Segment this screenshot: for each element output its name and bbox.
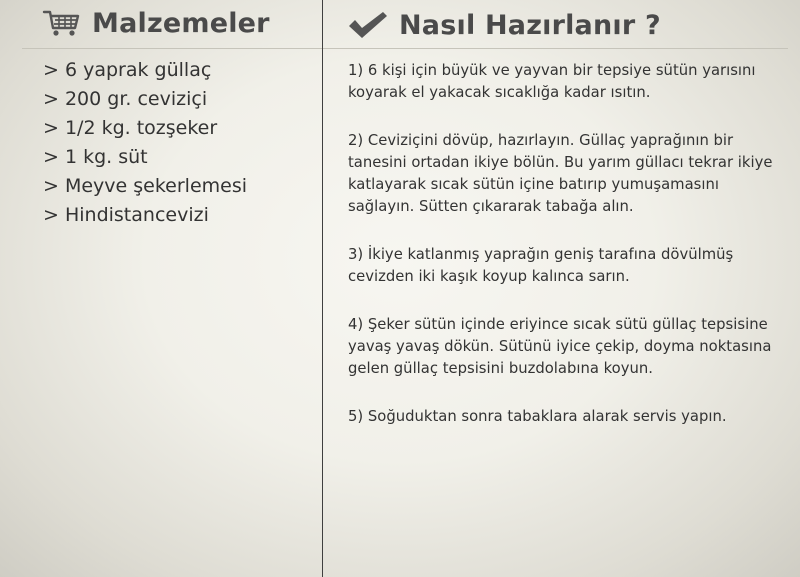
instruction-step: 1) 6 kişi için büyük ve yayvan bir tepsiye sütün yarısını koyarak el yakacak sıcaklığa kadar ısıtın. [348,62,756,101]
header-separator [22,48,788,49]
ingredients-title: Malzemeler [92,7,270,39]
instruction-step: 3) İkiye katlanmış yaprağın geniş tarafına dövülmüş cevizden iki kaşık koyup kalınca sarın. [348,246,734,285]
ingredients-header [42,8,270,38]
checkmark-icon [347,10,389,40]
instructions-header [347,10,661,40]
ingredient-item: > 1 kg. süt [43,146,148,168]
ingredient-item: > 6 yaprak güllaç [43,59,212,81]
ingredients-list [43,56,247,230]
ingredient-item: > Meyve şekerlemesi [43,175,248,197]
instruction-step: 5) Soğuduktan sonra tabaklara alarak servis yapın. [348,408,727,425]
instructions-list [348,60,778,454]
instructions-title: Nasıl Hazırlanır ? [399,9,661,41]
ingredient-item: > 200 gr. ceviziçi [43,88,208,110]
instruction-step: 4) Şeker sütün içinde eriyince sıcak sütü güllaç tepsisine yavaş yavaş dökün. Sütünü iyice çekip, doyma noktasına gelen güllaç tepsisini buzdolabına koyun. [348,316,772,377]
column-divider [322,0,323,577]
cart-icon [42,8,82,38]
ingredient-item: > Hindistancevizi [43,204,209,226]
instruction-step: 2) Ceviziçini dövüp, hazırlayın. Güllaç yaprağının bir tanesini ortadan ikiye bölün. Bu yarım güllacı tekrar ikiye katlayarak sıcak sütün içine batırıp yumuşamasını sağlayın. Sütten çıkararak tabağa alın. [348,132,773,215]
ingredient-item: > 1/2 kg. tozşeker [43,117,218,139]
